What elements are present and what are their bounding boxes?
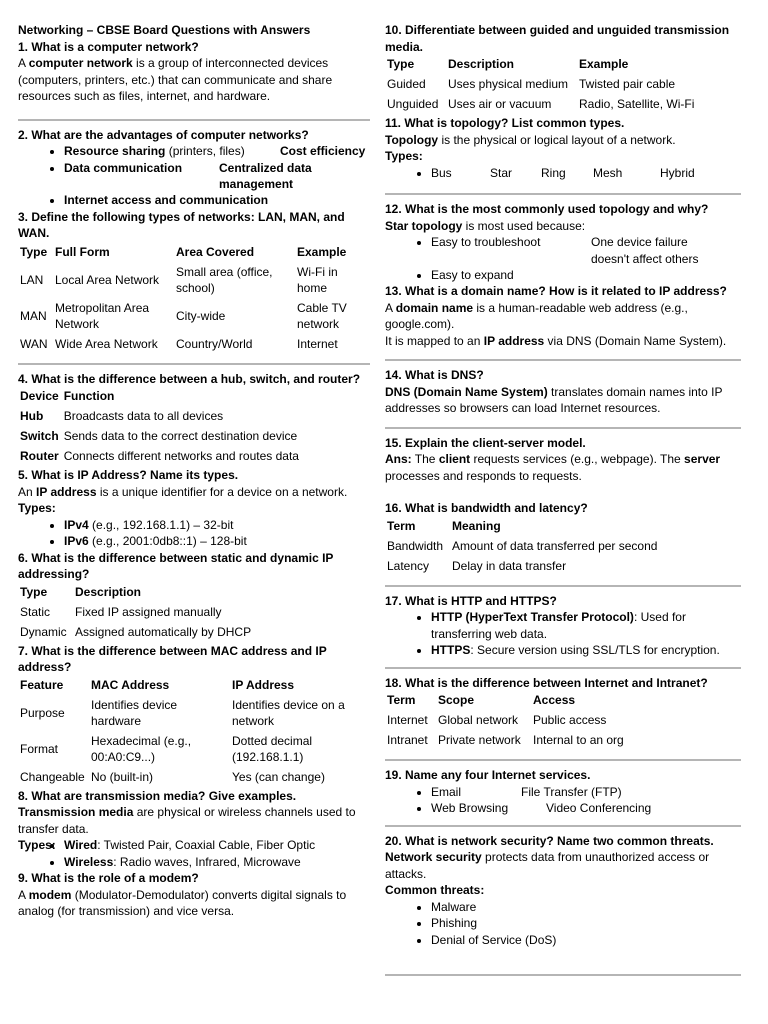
table-row: Router Connects different networks and routes data [20,449,299,463]
advantages-list [18,143,370,209]
table-row: Unguided Uses air or vacuum Radio, Satellite, Wi-Fi [387,97,695,111]
question-6: 6. What is the difference between static and dynamic IP addressing? [18,550,334,581]
device-function-table [18,387,302,467]
section-divider [18,119,370,121]
question-2: 2. What are the advantages of computer networks? [18,127,309,142]
list-item: • HTTP (HyperText Transfer Protocol): Used for transferring web data. [431,609,741,642]
answer-13a: A domain name is a human-readable web address (e.g., google.com). [385,300,688,331]
list-item: • Bus Star Ring Mesh Hybrid [431,165,741,182]
table-row: Latency Delay in data transfer [387,558,567,573]
list-item: • Malware [431,899,741,916]
ip-types-list [18,517,370,550]
table-row: Changeable No (built-in) Yes (can change) [20,769,325,784]
table-header-row: Type Full Form Area Covered Example [20,244,347,259]
table-row: Dynamic Assigned automatically by DHCP [20,624,252,639]
list-item: • Wired: Twisted Pair, Coaxial Cable, Fiber Optic [64,837,370,854]
question-4: 4. What is the difference between a hub, switch, and router? [18,371,361,386]
threats-label: Common threats: [385,883,485,897]
table-row: Guided Uses physical medium Twisted pair cable [387,77,676,91]
list-item: • HTTPS: Secure version using SSL/TLS for encryption. [431,642,741,659]
mac-ip-table [18,676,355,788]
list-item: • Web Browsing Video Conferencing [431,800,741,817]
left-column [18,22,370,920]
section-divider [385,974,741,976]
answer-5: An IP address is a unique identifier for a device on a network. [18,484,348,499]
table-row: Static Fixed IP assigned manually [20,604,222,619]
list-item: • Resource sharing (printers, files) Cost efficiency [64,143,370,160]
question-14: 14. What is DNS? [385,368,484,382]
question-9: 9. What is the role of a modem? [18,871,199,885]
ip-addressing-table [18,583,254,643]
media-types-list [18,837,370,870]
network-types-table [18,243,370,355]
list-item: • Email File Transfer (FTP) [431,784,741,801]
section-divider [18,363,370,365]
table-row: Purpose Identifies device hardware Identifies device on a network [20,697,345,728]
list-item: • IPv4 (e.g., 192.168.1.1) – 32-bit [64,517,370,534]
answer-11: Topology is the physical or logical layout of a network. [385,132,676,147]
bandwidth-latency-table [385,517,660,577]
table-row: Hub Broadcasts data to all devices [20,409,224,423]
section-divider [385,825,741,827]
list-item: • Easy to expand [431,267,741,284]
answer-14: DNS (Domain Name System) translates domain names into IP addresses so browsers can load Internet resources. [385,384,723,415]
question-19: 19. Name any four Internet services. [385,768,591,782]
section-divider [385,193,741,195]
section-divider [385,359,741,361]
document-title: Networking – CBSE Board Questions with Answers [18,23,311,37]
question-12: 12. What is the most commonly used topology and why? [385,202,709,216]
threats-list [385,899,741,949]
question-18: 18. What is the difference between Internet and Intranet? [385,675,708,690]
table-header-row: Type Description Example [387,57,629,71]
question-13: 13. What is a domain name? How is it related to IP address? [385,284,727,298]
guided-unguided-table [385,55,697,115]
types-label: Types: [385,149,423,163]
list-item: • Easy to troubleshoot One device failure doesn't affect others [431,234,741,251]
table-row: WAN Wide Area Network Country/World Internet [20,336,338,351]
table-header-row: Type Description [20,584,142,599]
transmission-types: Types: • Wired: Twisted Pair, Coaxial Cable, Fiber Optic • Wireless: Radio waves, Infrared, Microwave [18,837,370,870]
question-8: 8. What are transmission media? Give examples. [18,788,297,803]
question-17: 17. What is HTTP and HTTPS? [385,593,557,608]
types-label: Types: [18,501,56,515]
question-10: 10. Differentiate between guided and unguided transmission media. [385,23,730,54]
answer-20: Network security protects data from unauthorized access or attacks. [385,850,710,881]
http-list [385,609,741,659]
answer-13b: It is mapped to an IP address via DNS (Domain Name System). [385,333,727,348]
question-20: 20. What is network security? Name two common threats. [385,833,714,848]
question-16: 16. What is bandwidth and latency? [385,501,588,515]
table-header-row: Term Meaning [387,518,501,533]
answer-8: Transmission media are physical or wireless channels used to transfer data. [18,805,356,836]
table-row: Internet Global network Public access [387,713,607,727]
section-divider [385,585,741,587]
section-divider [385,759,741,761]
topology-types-list [385,165,741,182]
table-header-row: Feature MAC Address IP Address [20,677,295,692]
list-item: • Phishing [431,915,741,932]
question-5: 5. What is IP Address? Name its types. [18,468,239,482]
table-row: MAN Metropolitan Area Network City-wide Cable TV network [20,300,347,331]
list-item: • Internet access and communication [64,192,370,209]
table-header-row: Device Function [20,389,115,403]
list-item: • Denial of Service (DoS) [431,932,741,949]
internet-intranet-table [385,691,627,751]
list-item: • Wireless: Radio waves, Infrared, Microwave [64,854,370,871]
answer-12: Star topology is most used because: [385,218,586,233]
section-divider [385,427,741,429]
section-divider [385,667,741,669]
list-item: • Data communication Centralized data management [64,160,370,177]
question-1: 1. What is a computer network? [18,39,199,54]
question-3: 3. Define the following types of networks: LAN, MAN, and WAN. [18,209,345,240]
table-row: Format Hexadecimal (e.g., 00:A0:C9...) Dotted decimal (192.168.1.1) [20,733,313,764]
question-7: 7. What is the difference between MAC address and IP address? [18,643,327,674]
list-item: • IPv6 (e.g., 2001:0db8::1) – 128-bit [64,533,370,550]
table-row: Bandwidth Amount of data transferred per second [387,538,658,553]
table-row: LAN Local Area Network Small area (office, school) Wi-Fi in home [20,264,338,295]
star-reasons-list [385,234,741,283]
right-column [385,22,741,982]
question-15: 15. Explain the client-server model. [385,435,586,450]
table-header-row: Term Scope Access [387,693,576,707]
table-row: Switch Sends data to the correct destination device [20,429,298,443]
question-11: 11. What is topology? List common types. [385,116,625,130]
answer-9: A modem (Modulator-Demodulator) converts digital signals to analog (for transmission) and vice versa. [18,887,347,918]
answer-15: Ans: The client requests services (e.g., webpage). The server processes and responds to requests. [385,452,721,483]
table-row: Intranet Private network Internal to an org [387,733,624,747]
internet-services-list [385,784,741,817]
answer-1: A computer network is a group of interconnected devices (computers, printers, etc.) that can communicate and share resources such as files, internet, and hardware. [18,56,333,103]
